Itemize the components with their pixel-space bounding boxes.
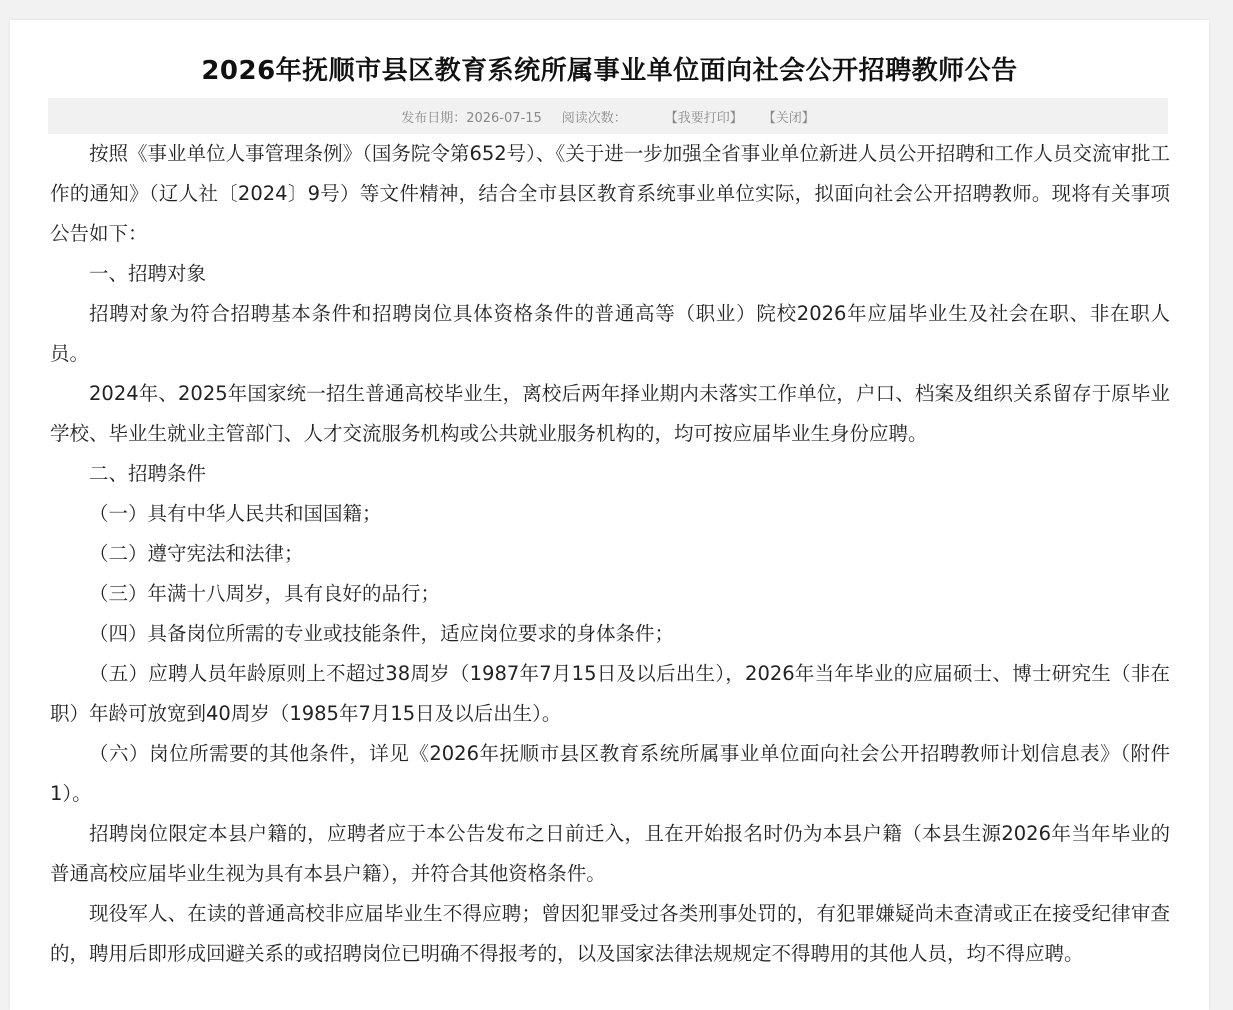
print-link[interactable]: 【我要打印】 — [664, 110, 743, 126]
section-heading: 二、招聘条件 — [89, 462, 207, 485]
paragraph: 招聘对象为符合招聘基本条件和招聘岗位具体资格条件的普通高等（职业）院校2026年应届毕业生及社会在职、非在职人员。 — [50, 302, 1170, 365]
publish-date-label: 发布日期： — [401, 110, 467, 126]
article-meta-bar — [48, 98, 1168, 134]
article-title: 2026年抚顺市县区教育系统所属事业单位面向社会公开招聘教师公告 — [201, 56, 1018, 86]
article-page — [10, 20, 1209, 1010]
paragraph: 现役军人、在读的普通高校非应届毕业生不得应聘；曾因犯罪受过各类刑事处罚的，有犯罪嫌疑尚未查清或正在接受纪律审查的，聘用后即形成回避关系的或招聘岗位已明确不得报考的，以及国家法律法规规定不得聘用的其他人员，均不得应聘。 — [50, 902, 1170, 965]
publish-date — [401, 107, 542, 126]
list-item: （一）具有中华人民共和国国籍； — [89, 502, 382, 525]
section-heading: 一、招聘对象 — [89, 262, 207, 285]
list-item: （五）应聘人员年龄原则上不超过38周岁（1987年7月15日及以后出生），2026年当年毕业的应届硕士、博士研究生（非在职）年龄可放宽到40周岁（1985年7月15日及以后出生）。 — [50, 662, 1170, 725]
list-item: （六）岗位所需要的其他条件，详见《2026年抚顺市县区教育系统所属事业单位面向社会公开招聘教师计划信息表》（附件1）。 — [50, 742, 1170, 805]
view-count: 阅读次数： — [561, 110, 627, 126]
list-item: （四）具备岗位所需的专业或技能条件，适应岗位要求的身体条件； — [89, 622, 675, 645]
list-item: （三）年满十八周岁，具有良好的品行； — [89, 582, 441, 605]
paragraph: 招聘岗位限定本县户籍的，应聘者应于本公告发布之日前迁入，且在开始报名时仍为本县户籍（本县生源2026年当年毕业的普通高校应届毕业生视为具有本县户籍），并符合其他资格条件。 — [50, 822, 1170, 885]
article-body — [50, 134, 1170, 974]
publish-date-value: 2026-07-15 — [466, 110, 542, 126]
paragraph: 2024年、2025年国家统一招生普通高校毕业生，离校后两年择业期内未落实工作单位，户口、档案及组织关系留存于原毕业学校、毕业生就业主管部门、人才交流服务机构或公共就业服务机构的，均可按应届毕业生身份应聘。 — [50, 382, 1170, 445]
paragraph: 按照《事业单位人事管理条例》（国务院令第652号）、《关于进一步加强全省事业单位新进人员公开招聘和工作人员交流审批工作的通知》（辽人社〔2024〕9号）等文件精神，结合全市县区教育系统事业单位实际，拟面向社会公开招聘教师。现将有关事项公告如下： — [50, 142, 1170, 245]
list-item: （二）遵守宪法和法律； — [89, 542, 304, 565]
close-link[interactable]: 【关闭】 — [762, 110, 815, 126]
